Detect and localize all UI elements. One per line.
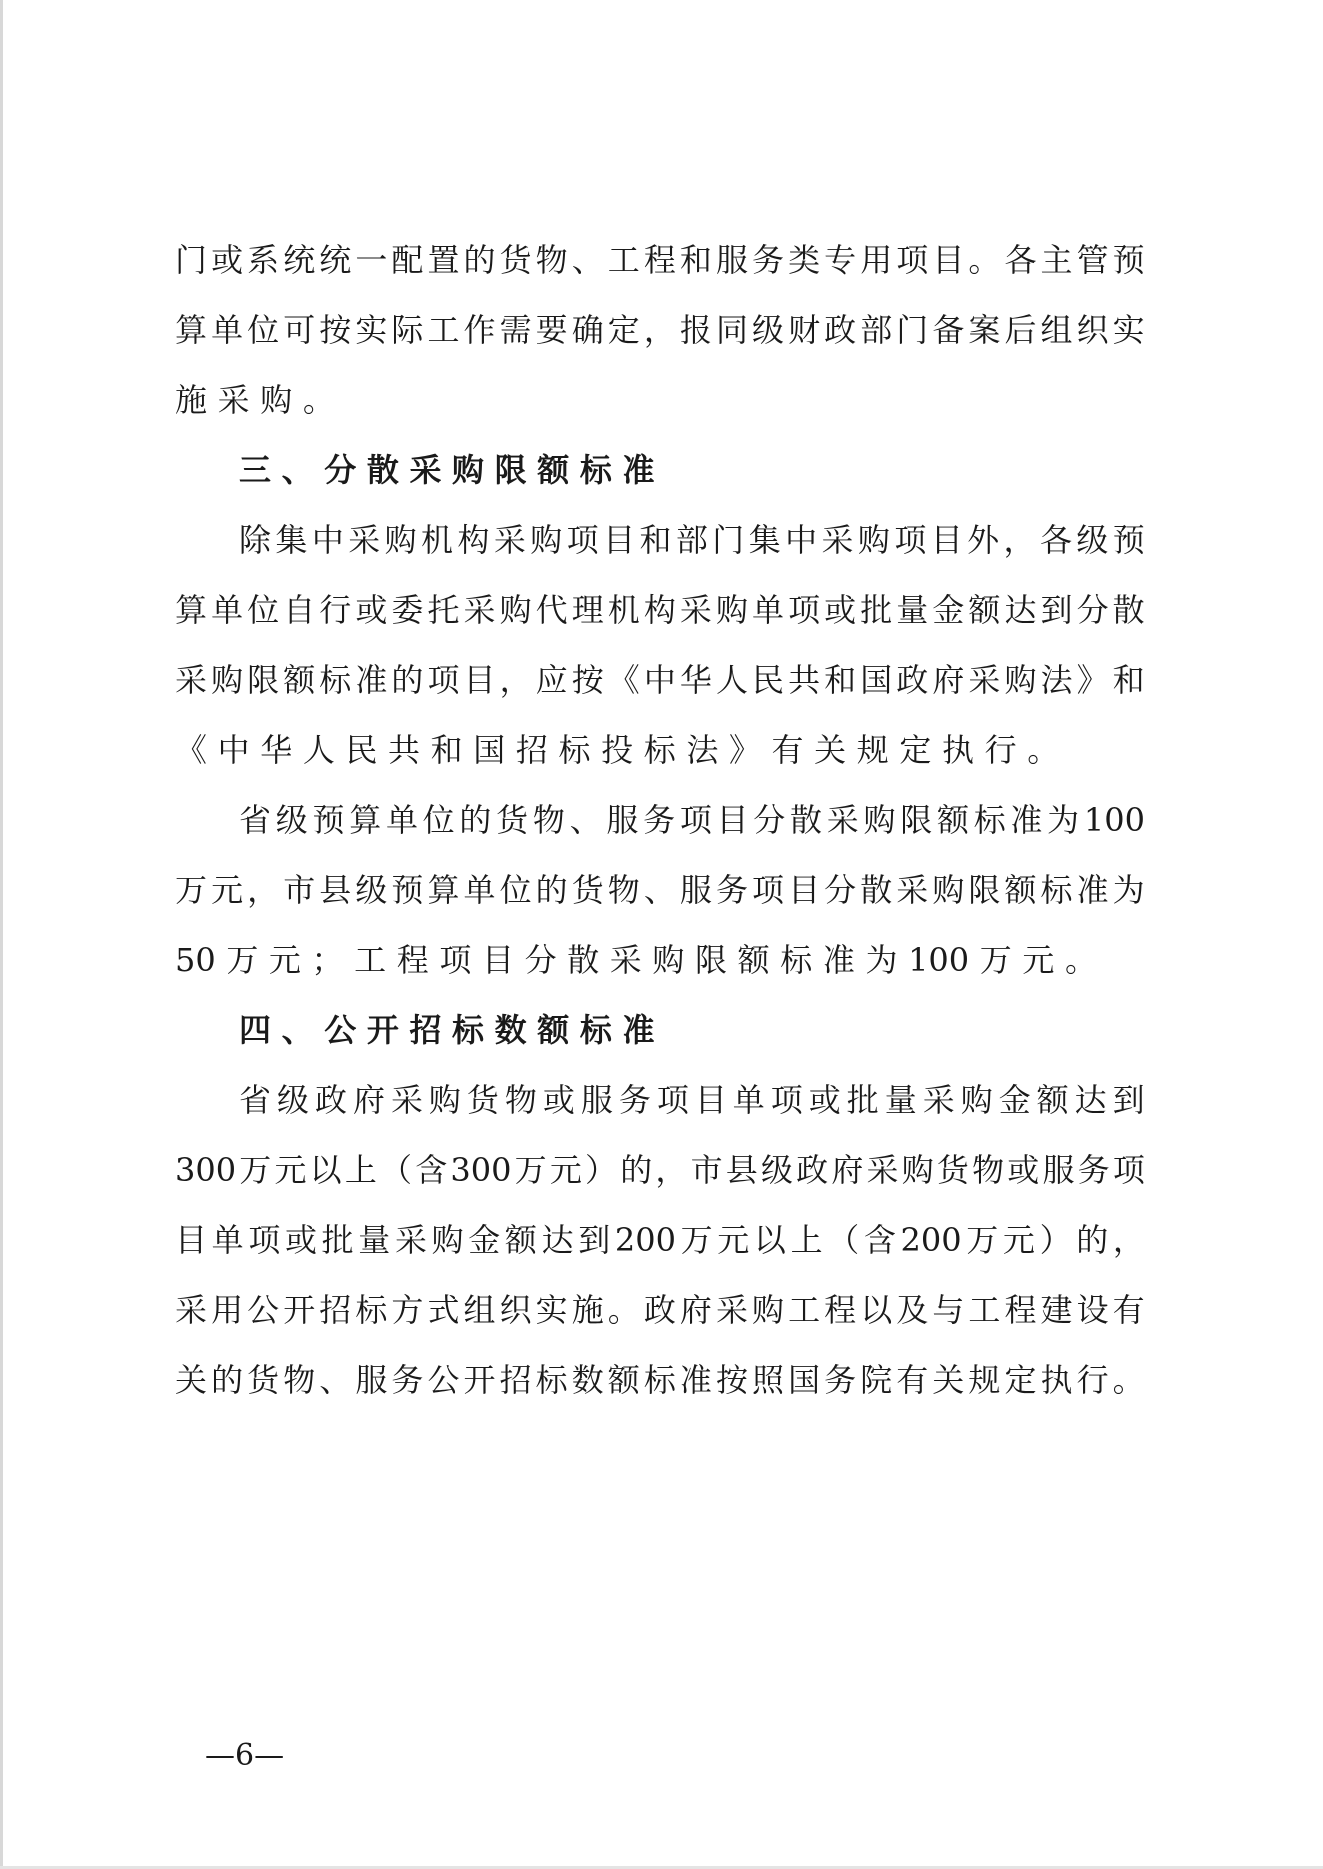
text-line: 采 用 公 开 招 标 方 式 组 织 实 施 。 政 府 采 购 工 程 以 及 与 工 程 建 设 有 (175, 1291, 1145, 1329)
section-heading: 三 、 分 散 采 购 限 额 标 准 (239, 451, 655, 489)
page-left-edge (0, 0, 3, 1869)
text-line: 50 万 元 ； 工 程 项 目 分 散 采 购 限 额 标 准 为 100 万 元 。 (175, 941, 1097, 979)
text-line: 算 单 位 可 按 实 际 工 作 需 要 确 定 ， 报 同 级 财 政 部 门 备 案 后 组 织 实 (175, 311, 1145, 349)
text-line: 算 单 位 自 行 或 委 托 采 购 代 理 机 构 采 购 单 项 或 批 量 金 额 达 到 分 散 (175, 591, 1145, 629)
text-line: 300 万 元 以 上 （ 含 300 万 元 ） 的 ， 市 县 级 政 府 采 购 货 物 或 服 务 项 (175, 1151, 1145, 1189)
text-line: 关 的 货 物 、 服 务 公 开 招 标 数 额 标 准 按 照 国 务 院 有 关 规 定 执 行 。 (175, 1361, 1145, 1399)
text-line: 省 级 政 府 采 购 货 物 或 服 务 项 目 单 项 或 批 量 采 购 金 额 达 到 (239, 1081, 1145, 1119)
text-line: 目 单 项 或 批 量 采 购 金 额 达 到 200 万 元 以 上 （ 含 200 万 元 ） 的 ， (175, 1221, 1145, 1259)
section-heading: 四 、 公 开 招 标 数 额 标 准 (239, 1011, 655, 1049)
text-line: 除 集 中 采 购 机 构 采 购 项 目 和 部 门 集 中 采 购 项 目 外 ， 各 级 预 (239, 521, 1145, 559)
text-line: 施 采 购 。 (175, 381, 335, 419)
text-line: 采 购 限 额 标 准 的 项 目 ， 应 按 《 中 华 人 民 共 和 国 政 府 采 购 法 》 和 (175, 661, 1145, 699)
page-number: —6— (205, 1738, 285, 1773)
text-line: 万 元 ， 市 县 级 预 算 单 位 的 货 物 、 服 务 项 目 分 散 采 购 限 额 标 准 为 (175, 871, 1145, 909)
text-line: 省 级 预 算 单 位 的 货 物 、 服 务 项 目 分 散 采 购 限 额 标 准 为 100 (239, 801, 1145, 839)
text-line: 《 中 华 人 民 共 和 国 招 标 投 标 法 》 有 关 规 定 执 行 。 (175, 731, 1060, 769)
text-line: 门 或 系 统 统 一 配 置 的 货 物 、 工 程 和 服 务 类 专 用 项 目 。 各 主 管 预 (175, 241, 1145, 279)
document-body (175, 242, 1145, 1432)
